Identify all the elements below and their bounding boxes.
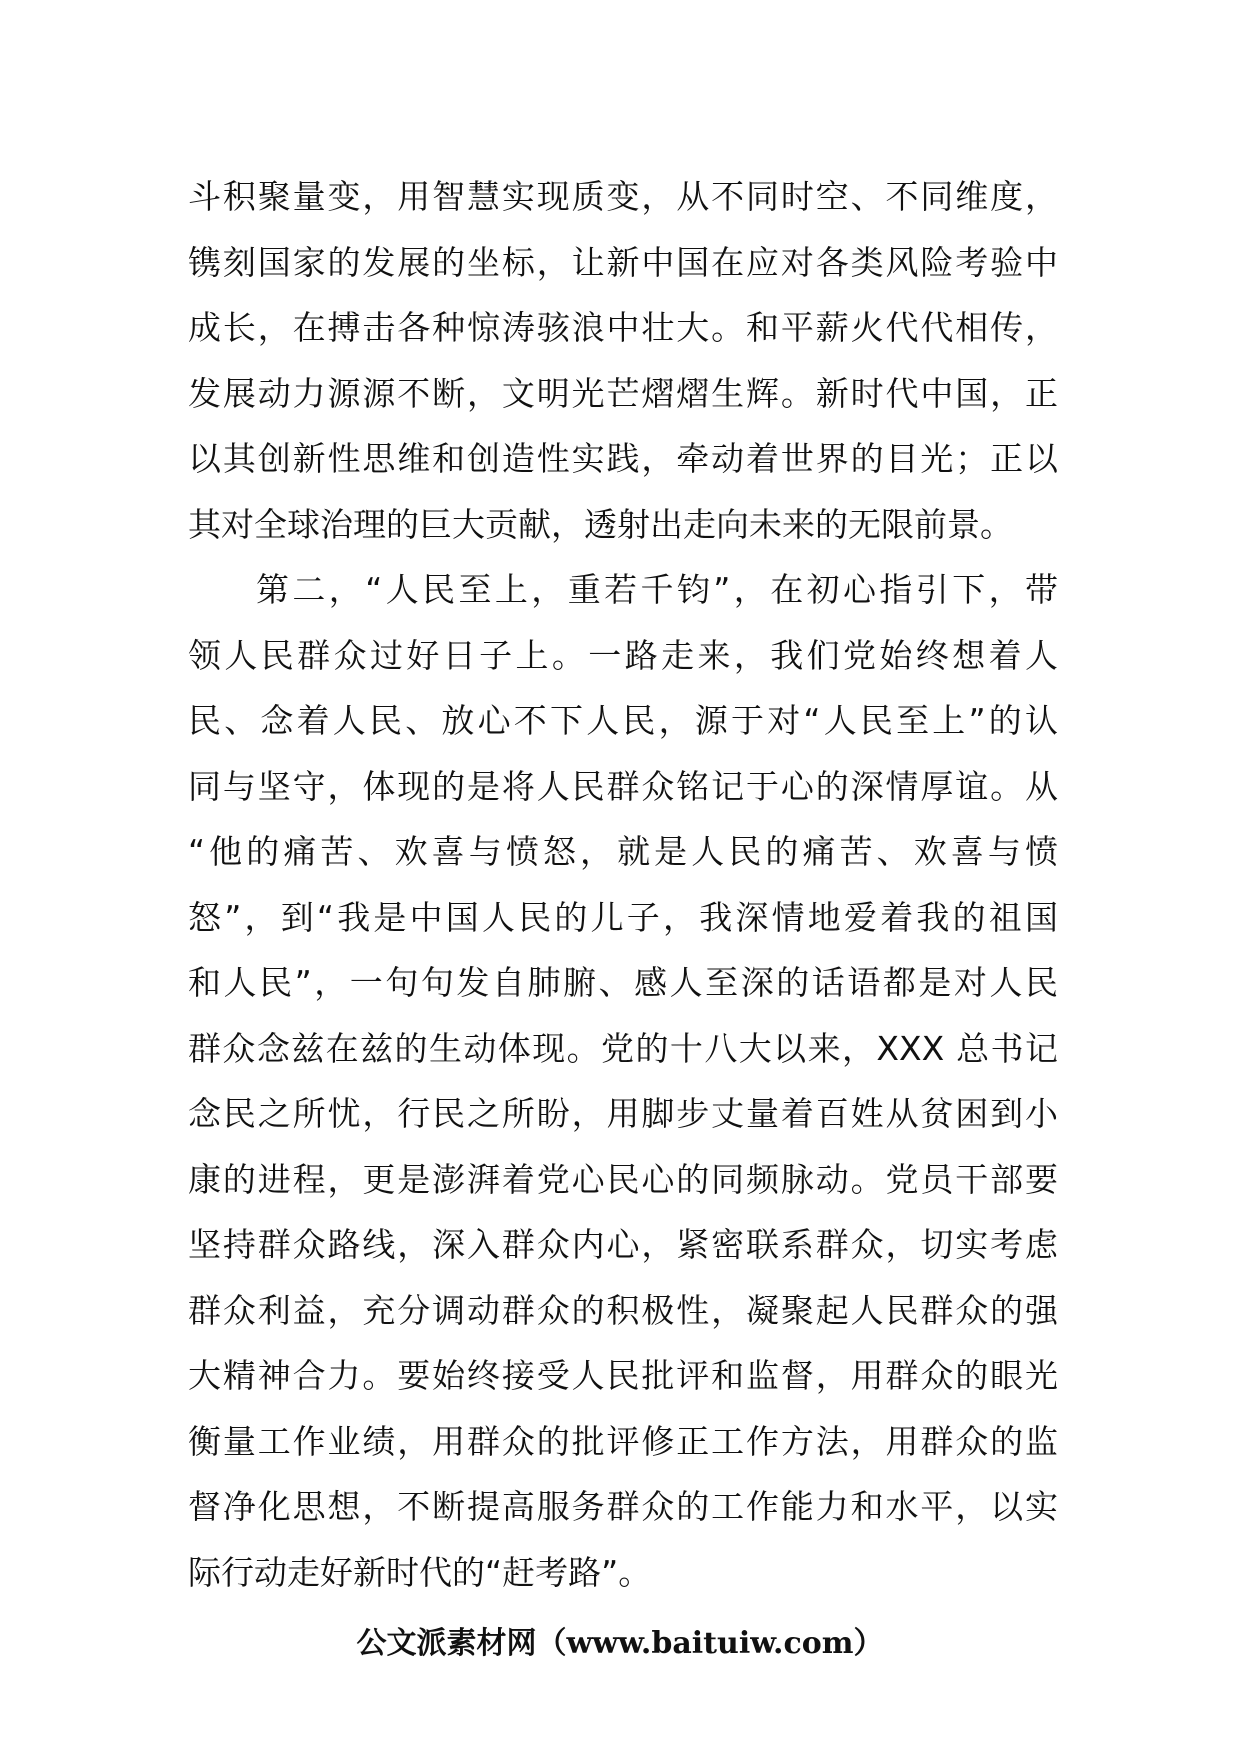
text-line: 民、念着人民、放心不下人民，源于对“人民至上”的认: [188, 701, 1058, 740]
text-line: 第二，“人民至上，重若千钧”，在初心指引下，带: [256, 570, 1058, 609]
paragraph-1: [188, 164, 1058, 557]
text-line: 同与坚守，体现的是将人民群众铭记于心的深情厚谊。从: [188, 766, 1058, 806]
text-line: 发展动力源源不断，文明光芒熠熠生辉。新时代中国，正: [188, 373, 1058, 413]
text-line: 康的进程，更是澎湃着党心民心的同频脉动。党员干部要: [188, 1159, 1058, 1199]
text-line: 坚持群众路线，深入群众内心，紧密联系群众，切实考虑: [188, 1225, 1058, 1264]
text-line: 大精神合力。要始终接受人民批评和监督，用群众的眼光: [188, 1356, 1058, 1395]
footer-watermark: 公文派素材网（www.baituiw.com）: [356, 1626, 884, 1661]
document-body: [188, 164, 1058, 1605]
text-line: 其对全球治理的巨大贡献，透射出走向未来的无限前景。: [188, 504, 1013, 544]
text-line: “他的痛苦、欢喜与愤怒，就是人民的痛苦、欢喜与愤: [188, 832, 1058, 871]
text-line: 怒”，到“我是中国人民的儿子，我深情地爱着我的祖国: [188, 897, 1058, 937]
text-line: 以其创新性思维和创造性实践，牵动着世界的目光；正以: [188, 439, 1058, 478]
text-line: 群众念兹在兹的生动体现。党的十八大以来，XXX 总书记: [188, 1028, 1058, 1068]
text-line: 成长，在搏击各种惊涛骇浪中壮大。和平薪火代代相传，: [188, 308, 1058, 347]
text-line: 和人民”，一句句发自肺腑、感人至深的话语都是对人民: [188, 963, 1058, 1002]
text-line: 领人民群众过好日子上。一路走来，我们党始终想着人: [188, 635, 1058, 675]
text-line: 群众利益，充分调动群众的积极性，凝聚起人民群众的强: [188, 1290, 1058, 1330]
text-line: 镌刻国家的发展的坐标，让新中国在应对各类风险考验中: [188, 242, 1058, 282]
text-line: 斗积聚量变，用智慧实现质变，从不同时空、不同维度，: [188, 177, 1058, 216]
text-line: 督净化思想，不断提高服务群众的工作能力和水平，以实: [188, 1487, 1058, 1526]
paragraph-2: [188, 557, 1058, 1605]
text-line: 际行动走好新时代的“赶考路”。: [188, 1552, 652, 1592]
text-line: 念民之所忧，行民之所盼，用脚步丈量着百姓从贫困到小: [188, 1094, 1058, 1133]
text-line: 衡量工作业绩，用群众的批评修正工作方法，用群众的监: [188, 1421, 1058, 1461]
